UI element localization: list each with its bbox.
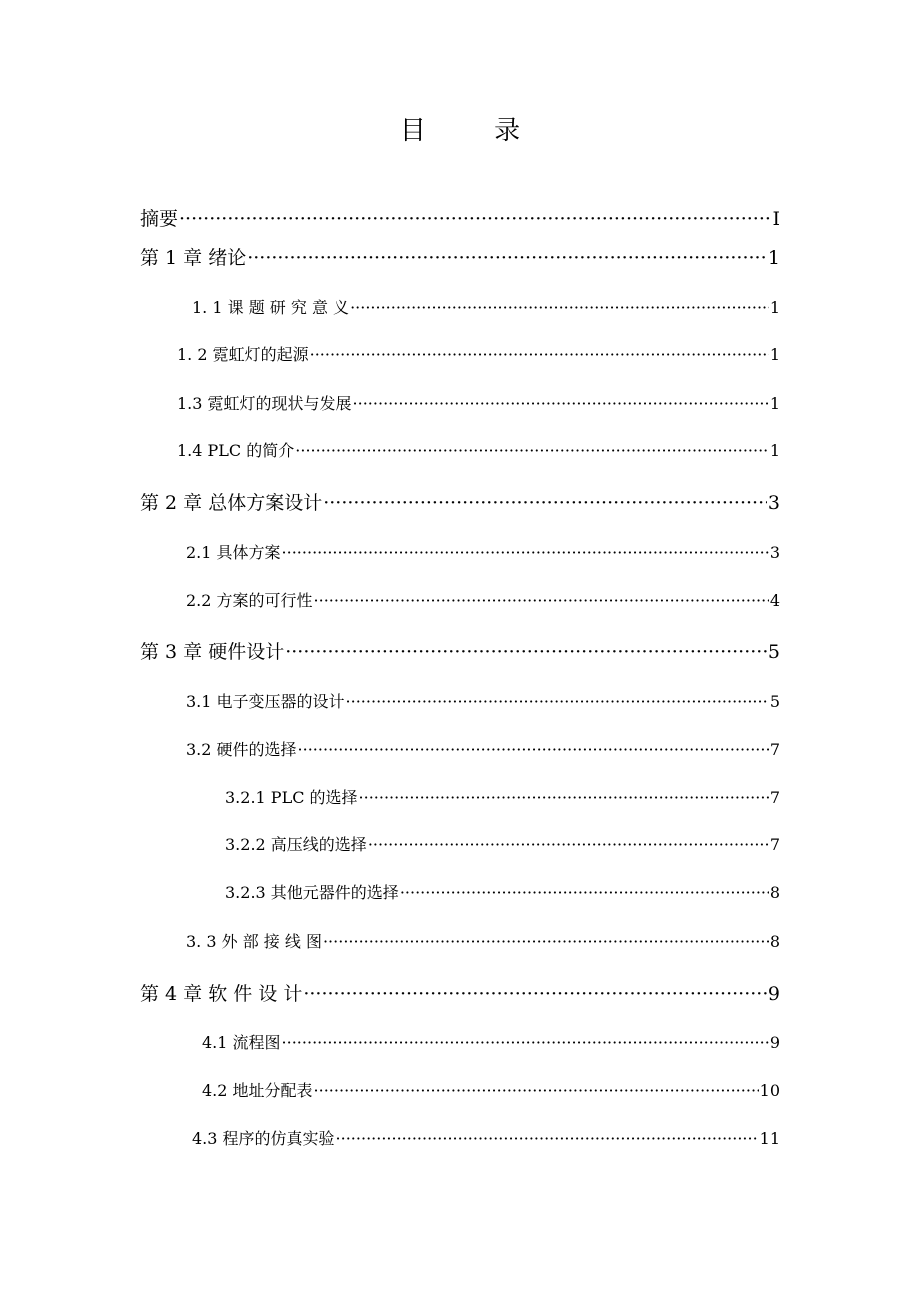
toc-entry-1-1[interactable] [192,295,780,318]
toc-entry-page: 8 [769,883,780,902]
toc-entry-label: 第 4 章 软 件 设 计 [140,983,303,1005]
leader-dots [179,208,771,230]
leader-dots [295,441,769,460]
leader-dots [247,247,767,269]
leader-dots [314,1081,759,1100]
toc-entry-label: 2.2 方案的可行性 [186,591,313,610]
toc-entry-page: 1 [769,298,780,317]
toc-entry-1-2[interactable] [177,342,780,365]
toc-entry-3-1[interactable] [186,689,780,712]
leader-dots [323,492,767,514]
toc-entry-1-3[interactable] [177,391,780,414]
toc-entry-label: 1. 1 课 题 研 究 意 义 [192,298,350,317]
page-title: 目 录 [399,116,551,146]
toc-entry-page: 1 [769,441,780,460]
leader-dots [282,1033,769,1052]
toc-entry-3-2-2[interactable] [225,832,780,855]
toc-entry-page: 1 [769,345,780,364]
toc-entry-label: 第 1 章 绪论 [140,247,247,269]
toc-entry-label: 1.3 霓虹灯的现状与发展 [177,394,352,413]
leader-dots [298,740,769,759]
toc-entry-label: 3.1 电子变压器的设计 [186,692,345,711]
toc-entry-label: 摘要 [140,208,179,230]
toc-entry-chapter-1[interactable] [140,243,780,270]
toc-entry-page: 9 [769,1033,780,1052]
toc-entry-3-2-3[interactable] [225,880,780,903]
toc-entry-label: 第 3 章 硬件设计 [140,641,285,663]
toc-entry-page: 4 [769,591,780,610]
toc-entry-3-3[interactable] [186,929,780,952]
leader-dots [353,394,769,413]
toc-entry-page: 8 [769,932,780,951]
toc-entry-page: 7 [769,788,780,807]
toc-entry-4-1[interactable] [202,1030,780,1053]
toc-entry-label: 2.1 具体方案 [186,543,281,562]
toc-entry-page: 5 [769,692,780,711]
toc-entry-chapter-3[interactable] [140,637,780,664]
toc-entry-2-1[interactable] [186,540,780,563]
toc-entry-label: 4.1 流程图 [202,1033,281,1052]
toc-entry-page: 7 [769,740,780,759]
toc-entry-3-2-1[interactable] [225,785,780,808]
toc-entry-page: 9 [767,983,780,1005]
toc-entry-page: 1 [767,247,780,269]
toc-entry-label: 3. 3 外 部 接 线 图 [186,932,322,951]
toc-entry-label: 3.2.2 高压线的选择 [225,835,367,854]
toc-entry-2-2[interactable] [186,588,780,611]
toc-entry-chapter-4[interactable] [140,979,780,1006]
leader-dots [314,591,769,610]
toc-entry-label: 1. 2 霓虹灯的起源 [177,345,309,364]
toc-entry-1-4[interactable] [177,438,780,461]
toc-entry-chapter-2[interactable] [140,488,780,515]
toc-entry-label: 3.2.3 其他元器件的选择 [225,883,399,902]
leader-dots [323,932,769,951]
leader-dots [310,345,769,364]
toc-entry-page: 3 [767,492,780,514]
leader-dots [359,788,769,807]
leader-dots [285,641,767,663]
toc-entry-page: 1 [769,394,780,413]
toc-entry-4-2[interactable] [202,1078,780,1101]
toc-entry-page: 7 [769,835,780,854]
leader-dots [303,983,767,1005]
leader-dots [336,1129,759,1148]
toc-entry-label: 3.2.1 PLC 的选择 [225,788,358,807]
leader-dots [368,835,769,854]
toc-entry-page: I [772,208,780,230]
toc-entry-page: 10 [759,1081,780,1100]
toc-entry-label: 3.2 硬件的选择 [186,740,297,759]
toc-entry-label: 4.2 地址分配表 [202,1081,313,1100]
toc-entry-page: 11 [759,1129,780,1148]
toc-entry-page: 5 [767,641,780,663]
leader-dots [282,543,769,562]
toc-entry-abstract[interactable] [140,204,780,231]
leader-dots [400,883,769,902]
toc-entry-label: 1.4 PLC 的简介 [177,441,295,460]
toc-entry-page: 3 [769,543,780,562]
toc-entry-4-3[interactable] [192,1126,780,1149]
leader-dots [350,298,769,317]
toc-entry-label: 4.3 程序的仿真实验 [192,1129,335,1148]
toc-entry-3-2[interactable] [186,737,780,760]
toc-entry-label: 第 2 章 总体方案设计 [140,492,323,514]
leader-dots [346,692,769,711]
